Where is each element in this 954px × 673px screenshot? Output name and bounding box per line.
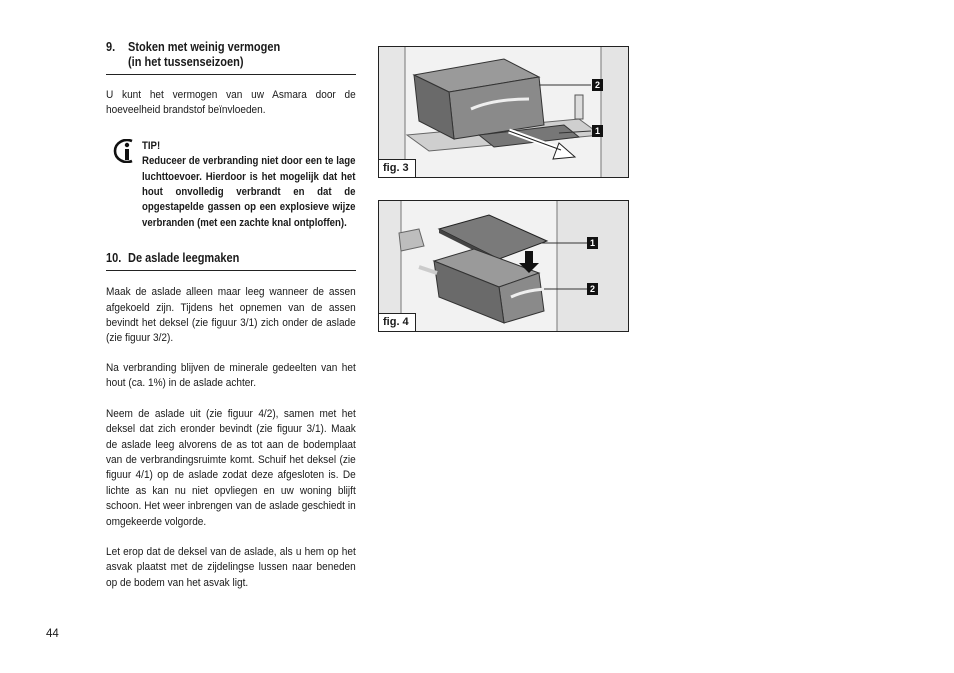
figure-4-callout: 2 xyxy=(587,283,598,295)
figure-3 xyxy=(378,46,629,178)
section-10-paragraph: Let erop dat de deksel van de aslade, als u hem op het asvak plaatst met de zijdelingse lussen naar beneden op de bodem van het asvak ligt. xyxy=(106,545,356,589)
section-9-title-line1: Stoken met weinig vermogen xyxy=(128,40,281,54)
section-9-rule xyxy=(106,74,356,75)
tip-title: TIP! xyxy=(142,139,161,152)
section-9-number: 9. xyxy=(106,40,116,54)
section-10-number: 10. xyxy=(106,251,122,266)
figure-3-label: fig. 3 xyxy=(379,159,416,177)
figure-4-label: fig. 4 xyxy=(379,313,416,331)
info-icon xyxy=(110,139,140,163)
section-10-paragraph: Na verbranding blijven de minerale gedeelten van het hout (ca. 1%) in de aslade achter. xyxy=(106,361,356,390)
figure-4-illustration xyxy=(379,201,628,331)
section-9-title-line2: (in het tussenseizoen) xyxy=(128,55,244,69)
figure-3-callout: 2 xyxy=(592,79,603,91)
figure-4 xyxy=(378,200,629,332)
page-number: 44 xyxy=(46,628,59,640)
tip-box xyxy=(106,139,356,231)
section-9-heading xyxy=(106,40,357,70)
section-10-rule xyxy=(106,270,356,271)
figure-4-callout: 1 xyxy=(587,237,598,249)
section-10-paragraph: Neem de aslade uit (zie figuur 4/2), samen met het deksel dat zich eronder bevindt (zie figuur 3/1). Maak de aslade leeg alvorens de as tot aan de bodemplaat van de verbrandingsruimte komt. Schuif het deksel (zie figuur 4/1) op de aslade zodat deze afgesloten is. De lichte as kan nu niet opvliegen en uw woning blijft schoon. Het weer inbrengen van de aslade geschiedt in omgekeerde volgorde. xyxy=(106,407,356,528)
figure-3-illustration xyxy=(379,47,628,177)
section-10-heading xyxy=(106,251,357,266)
section-9-intro: U kunt het vermogen van uw Asmara door de hoeveelheid brandstof beïnvloeden. xyxy=(106,89,356,117)
section-10-title: De aslade leegmaken xyxy=(128,251,240,266)
section-10-paragraph: Maak de aslade alleen maar leeg wanneer de assen afgekoeld zijn. Tijdens het opnemen van de assen bevindt het deksel (zie figuur 3/1) zich onder de aslade (zie figuur 3/2). xyxy=(106,286,356,345)
figure-3-callout: 1 xyxy=(592,125,603,137)
tip-body: Reduceer de verbranding niet door een te lage luchttoevoer. Hierdoor is het mogelijk dat het hout onvolledig verbrandt en dat de opgestapelde gassen op een explosieve wijze verbranden (met een zachte knal ontploffen). xyxy=(142,155,356,229)
text-column xyxy=(106,40,356,591)
